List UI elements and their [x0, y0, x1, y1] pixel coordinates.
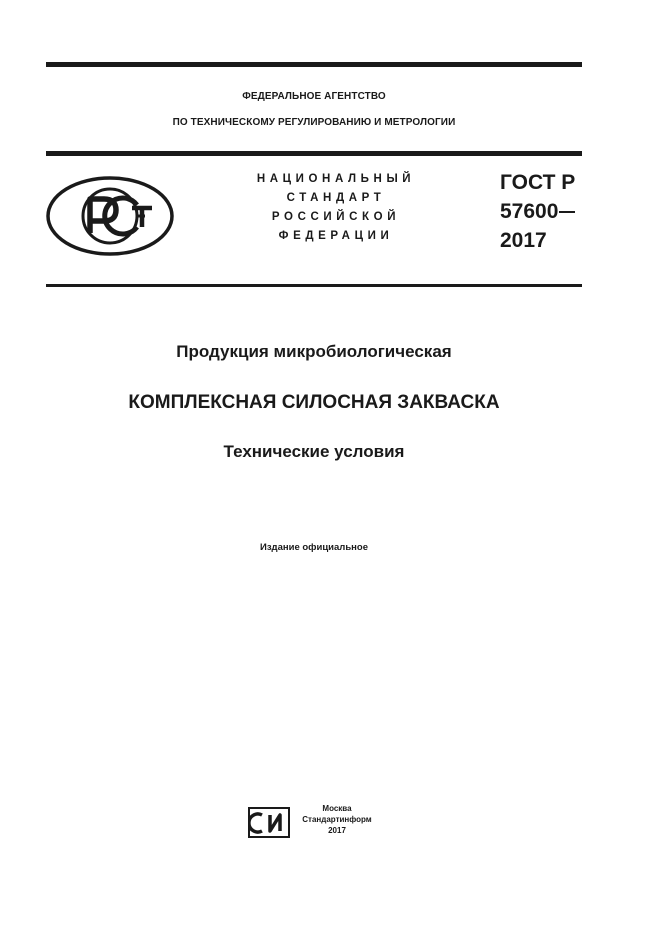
standartinform-logo — [248, 807, 290, 838]
publisher-imprint — [294, 803, 380, 836]
standard-designation — [500, 168, 575, 255]
title-category: Продукция микробиологическая — [176, 342, 452, 361]
standard-rule — [46, 284, 582, 287]
national-standard-label — [236, 170, 436, 246]
standard-line-3: РОССИЙСКОЙ — [271, 211, 401, 223]
standard-line-1: НАЦИОНАЛЬНЫЙ — [256, 173, 416, 185]
agency-line-2: ПО ТЕХНИЧЕСКОМУ РЕГУЛИРОВАНИЮ И МЕТРОЛОГИИ — [172, 117, 456, 128]
publisher-year: 2017 — [328, 826, 346, 835]
designation-dash — [559, 211, 575, 213]
publisher-name: Стандартинформ — [302, 815, 372, 824]
top-rule — [46, 62, 582, 67]
title-main: КОМПЛЕКСНАЯ СИЛОСНАЯ ЗАКВАСКА — [128, 392, 500, 413]
publisher-city: Москва — [322, 804, 352, 813]
standard-line-4: ФЕДЕРАЦИИ — [278, 230, 394, 242]
agency-line-1: ФЕДЕРАЛЬНОЕ АГЕНТСТВО — [242, 91, 386, 102]
standard-line-2: СТАНДАРТ — [286, 192, 386, 204]
title-subtitle: Технические условия — [223, 442, 405, 461]
edition-label: Издание официальное — [260, 542, 368, 553]
rst-logo — [46, 175, 174, 257]
designation-number: 57600 — [500, 200, 559, 223]
designation-number-row — [500, 197, 575, 226]
designation-prefix: ГОСТ Р — [500, 171, 576, 194]
header-rule — [46, 151, 582, 156]
designation-year: 2017 — [500, 229, 547, 252]
